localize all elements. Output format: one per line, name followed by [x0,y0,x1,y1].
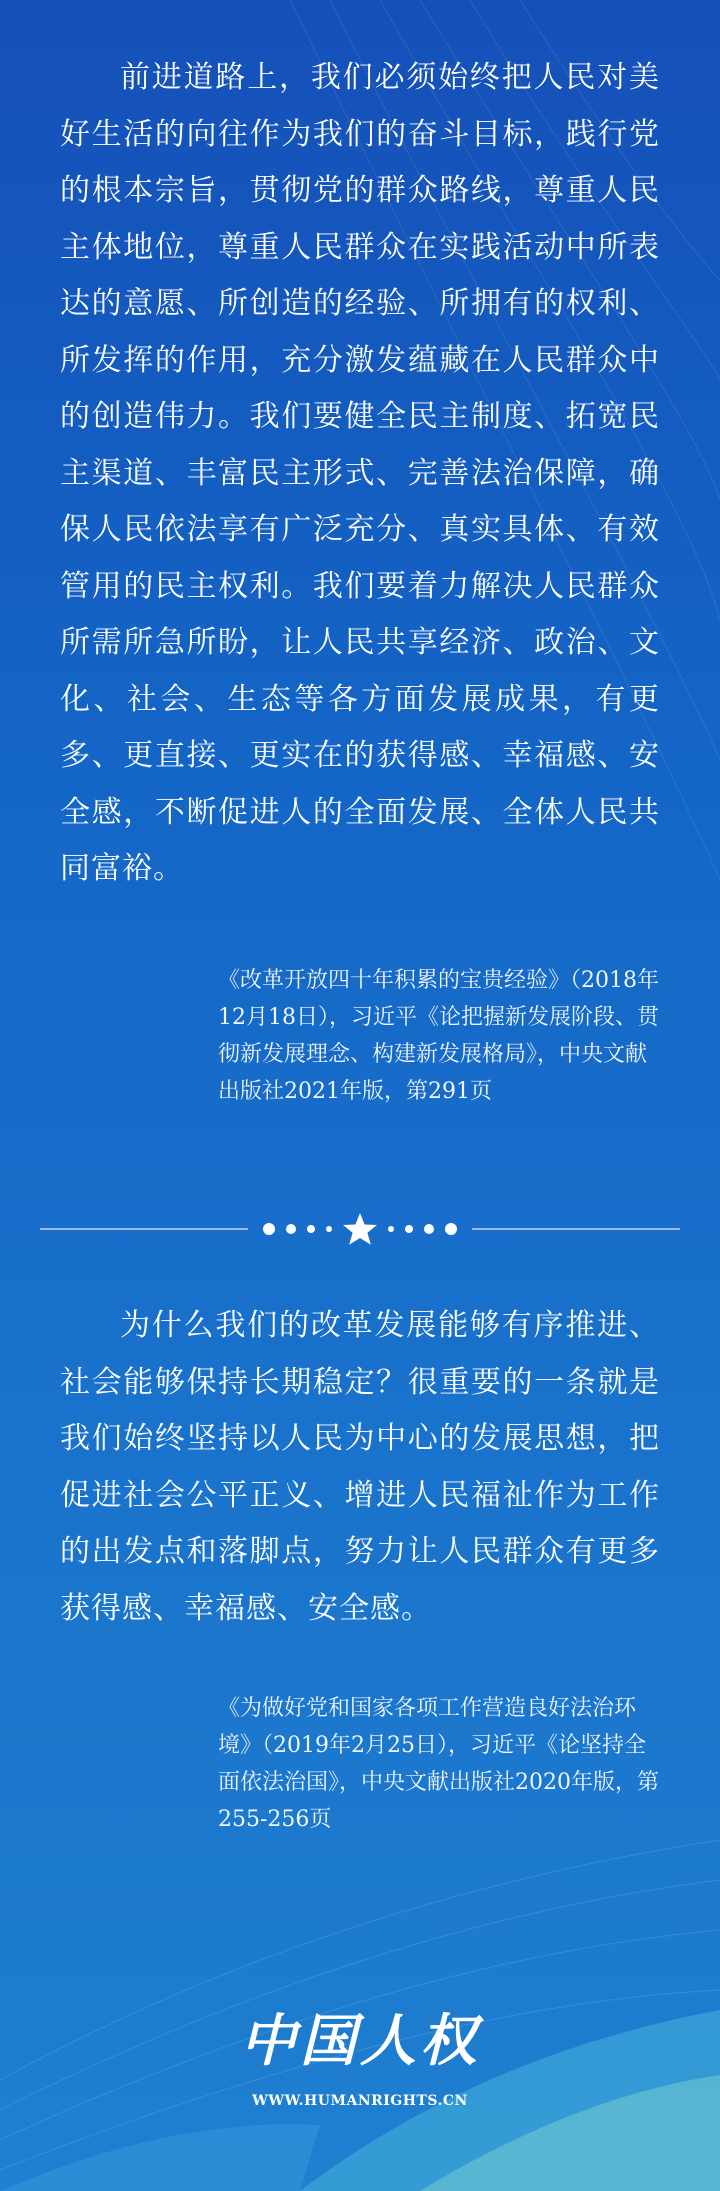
humanrights-logo [240,2005,480,2125]
logo-name: 中国人权 [240,2008,480,2074]
quote-1-source: 《改革开放四十年积累的宝贵经验》（2018年12月18日），习近平《论把握新发展阶段、贯彻新发展理念、构建新发展格局》，中央文献出版社2021年版，第291页 [218,968,659,1104]
quote-2-source: 《为做好党和国家各项工作营造良好法治环境》（2019年2月25日），习近平《论坚持全面依法治国》，中央文献出版社2020年版，第255-256页 [218,1696,659,1832]
star-icon [343,1213,377,1245]
logo-url: WWW.HUMANRIGHTS.CN [252,2093,468,2109]
quote-2-text: 为什么我们的改革发展能够有序推进、社会能够保持长期稳定？很重要的一条就是我们始终坚持以人民为中心的发展思想，把促进社会公平正义、增进人民福祉作为工作的出发点和落脚点，努力让人民群众有更多获得感、幸福感、安全感。 [60,1308,660,1626]
quote-1-text: 前进道路上，我们必须始终把人民对美好生活的向往作为我们的奋斗目标，践行党的根本宗旨，贯彻党的群众路线，尊重人民主体地位，尊重人民群众在实践活动中所表达的意愿、所创造的经验、所拥有的权利、所发挥的作用，充分激发蕴藏在人民群众中的创造伟力。我们要健全民主制度、拓宽民主渠道、丰富民主形式、完善法治保障，确保人民依法享有广泛充分、真实具体、有效管用的民主权利。我们要着力解决人民群众所需所急所盼，让人民共享经济、政治、文化、社会、生态等各方面发展成果，有更多、更直接、更实在的获得感、幸福感、安全感，不断促进人的全面发展、全体人民共同富裕。 [60,60,660,886]
star-divider [40,1205,680,1253]
